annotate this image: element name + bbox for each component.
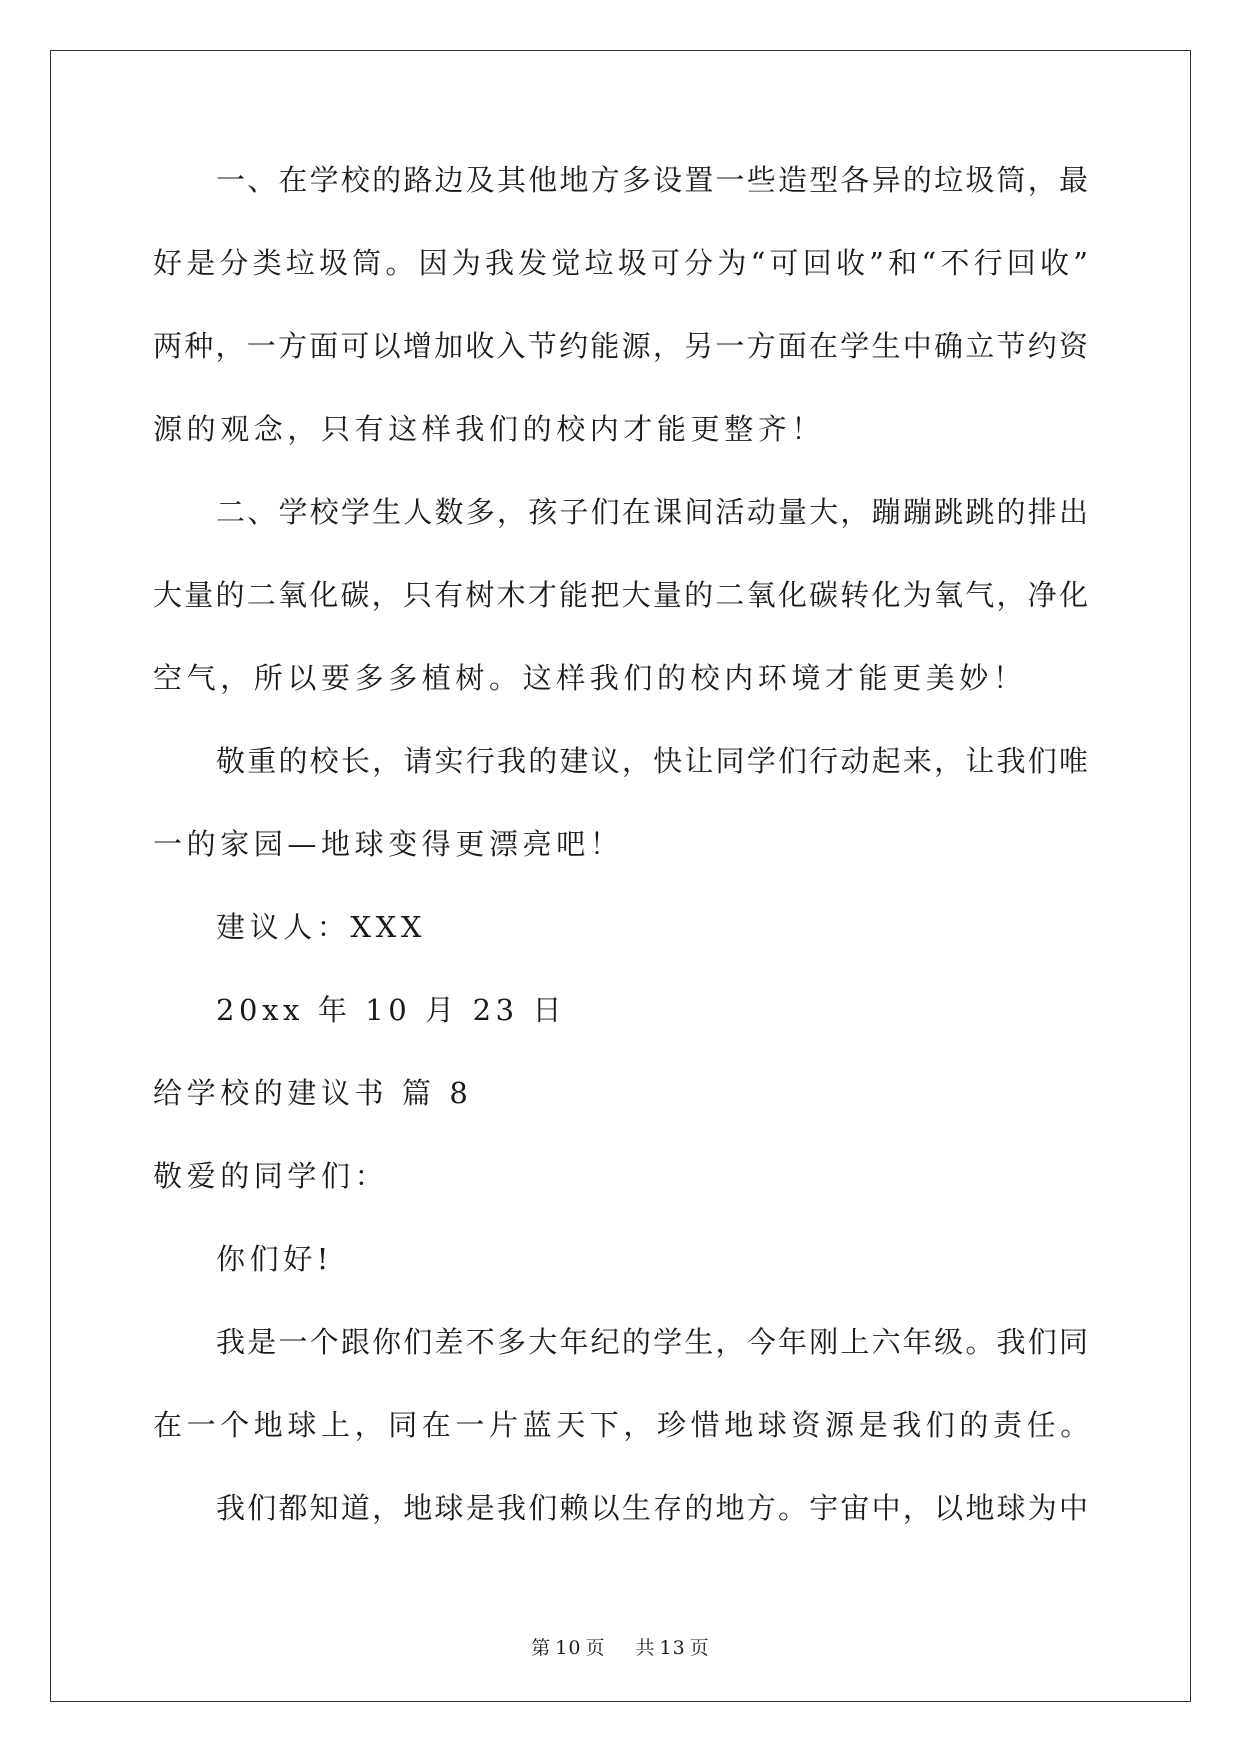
text-line: 空气，所以要多多植树。这样我们的校内环境才能更美妙！ — [153, 661, 1027, 695]
text-line: 二、学校学生人数多，孩子们在课间活动量大，蹦蹦跳跳的排出 — [216, 495, 1088, 529]
page-total-suffix: 页 — [689, 1637, 710, 1659]
page-footer — [0, 1633, 1241, 1660]
document-body — [153, 160, 1094, 1571]
text-line: 一、在学校的路边及其他地方多设置一些造型各异的垃圾筒，最 — [216, 163, 1088, 197]
text-line: 在一个地球上，同在一片蓝天下，珍惜地球资源是我们的责任。 — [153, 1408, 1094, 1442]
salutation: 敬爱的同学们： — [153, 1159, 389, 1193]
text-line: 我们都知道，地球是我们赖以生存的地方。宇宙中，以地球为中 — [216, 1491, 1088, 1525]
date-line: 20xx 年 10 月 23 日 — [216, 993, 567, 1027]
section-heading: 给学校的建议书 篇 8 — [153, 1076, 473, 1110]
text-line: 源的观念，只有这样我们的校内才能更整齐！ — [153, 412, 826, 446]
page-number-prefix: 第 — [531, 1637, 552, 1659]
signature-line: 建议人：XXX — [216, 910, 427, 944]
greeting: 你们好! — [216, 1242, 334, 1276]
text-line: 两种，一方面可以增加收入节约能源，另一方面在学生中确立节约资 — [153, 329, 1088, 363]
text-line: 好是分类垃圾筒。因为我发觉垃圾可分为“可回收”和“不行回收” — [153, 246, 1088, 280]
text-line: 敬重的校长，请实行我的建议，快让同学们行动起来，让我们唯 — [216, 744, 1088, 778]
page-number-total: 13 — [659, 1637, 686, 1659]
page-number-suffix: 页 — [585, 1637, 606, 1659]
page-number-current: 10 — [555, 1637, 582, 1659]
text-line: 大量的二氧化碳，只有树木才能把大量的二氧化碳转化为氧气，净化 — [153, 578, 1088, 612]
text-line: 我是一个跟你们差不多大年纪的学生，今年刚上六年级。我们同 — [216, 1325, 1088, 1359]
page-total-prefix: 共 — [635, 1637, 656, 1659]
text-line: 一的家园—地球变得更漂亮吧！ — [153, 827, 624, 861]
